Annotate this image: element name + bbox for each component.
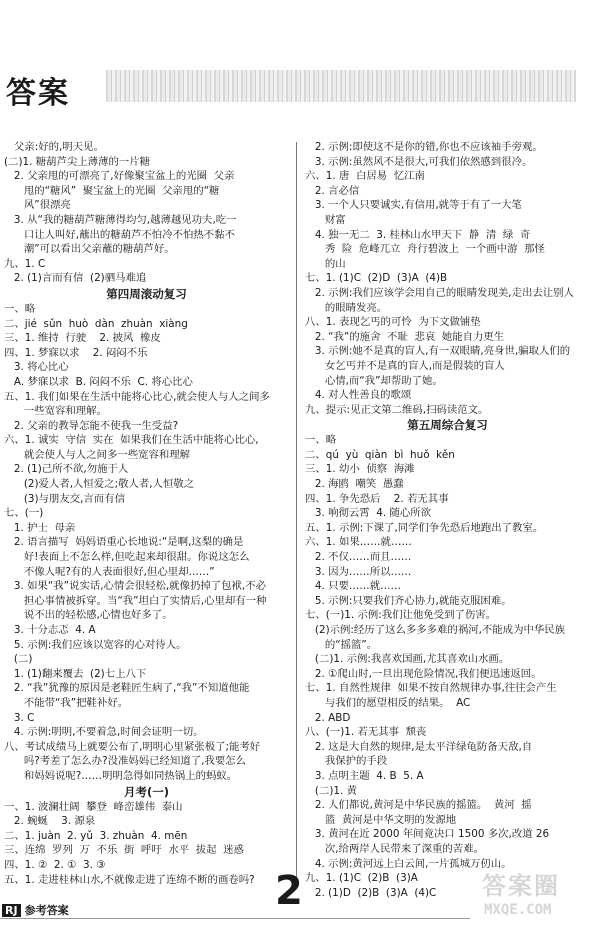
answer-line: 二、qú yù qiàn bì huǒ kěn [305, 448, 455, 461]
answer-line: 二、1. juàn 2. yǔ 3. zhuàn 4. mēn [4, 829, 188, 842]
answer-line: 八、1. 表现乞丐的可怜 为下文做铺垫 [305, 316, 481, 329]
answer-line: 2. ①爬山时,一旦出现危险情况,我们便迅速返回。 [305, 667, 542, 680]
answer-line: 不能带“我”把鞋补好。 [4, 696, 129, 709]
footer-rule [0, 918, 470, 919]
answer-line: 六、1. 如果……就…… [305, 536, 412, 549]
answer-line: 三、连绵 罗列 万 不乐 街 呼吁 水平 拔起 迷惑 [4, 844, 244, 857]
answer-line: 一、略 [4, 302, 36, 315]
answer-line: 2. 父亲甩的可漂亮了,好像聚宝盆上的光圈 父亲 [4, 170, 235, 183]
page-title: 答案 [6, 76, 70, 111]
answer-line: 2. 父亲的教导怎能不使我一生受益? [4, 419, 179, 432]
answer-line: 3. 将心比心 [4, 361, 69, 374]
answer-line: 风”很漂亮 [4, 199, 71, 212]
answer-line: 六、1. 唐 白居易 忆江南 [305, 170, 425, 183]
answer-line: 4. 只要……就…… [305, 580, 401, 593]
answer-line: 3. 一个人只要诚实,有信用,就等于有了一大笔 [305, 199, 522, 212]
answer-line: 好!表面上不怎么样,但吃起来却很甜。你说这怎么 [4, 551, 250, 564]
answer-line: 四、1. ② 2. ① 3. ③ [4, 858, 106, 871]
answer-line: 五、1. 示例:下课了,同学们争先恐后地跑出了教室。 [305, 521, 544, 534]
answer-line: 三、1. 幼小 侦察 海滩 [305, 463, 415, 476]
answer-line: 2. 言必信 [305, 184, 360, 197]
answer-line: 女乞丐并不是真的盲人,而是假装的盲人 [305, 359, 505, 372]
footer-label: 参考答案 [24, 904, 69, 917]
answer-line: 不像人呢?有的人表面很好,但心里却……” [4, 565, 215, 578]
answer-line: 与我们的愿望相反的结果。 AC [305, 696, 471, 709]
answer-line: 5. 示例:只要我们齐心协力,就能克服困难。 [305, 594, 512, 607]
answer-line: 九、1. C [4, 257, 46, 270]
answer-line: 一些宽容和理解。 [4, 405, 107, 418]
watermark-url: MXQE.COM [484, 902, 552, 918]
answer-line: 潮”可以看出父亲蘸的糖葫芦好。 [4, 243, 175, 256]
answer-line: 4. 对人性善良的歌颂 [305, 389, 412, 402]
answer-line: 2. 示例:我们应该学会用自己的眼睛发现美,走出去让别人 [305, 286, 574, 299]
answer-line: 2. 不仅……而且…… [305, 551, 412, 564]
answer-line: 的“摇篮”。 [305, 638, 378, 651]
answer-line: 2. “我”犹豫的原因是老鞋匠生病了,“我”不知道他能 [4, 682, 250, 695]
answer-line: 2. 语言描写 妈妈语重心长地说:“是啊,这梨的确是 [4, 536, 244, 549]
answer-line: 七、(一) [4, 507, 44, 520]
answer-line: 和妈妈说呢?……明明急得如同热锅上的蚂蚁。 [4, 769, 238, 782]
answer-line: 秀 险 危峰兀立 舟行碧波上 一个画中游 那怪 [305, 243, 545, 256]
answer-line: 2. (1)言而有信 (2)驷马难追 [4, 272, 147, 285]
answer-line: 一、1. 波澜壮阔 攀登 峰峦雄伟 泰山 [4, 800, 183, 813]
answer-line: 2. 蜿蜒 3. 源泉 [4, 815, 96, 828]
answer-line: 次,给两岸人民带来了深重的苦难。 [305, 842, 484, 855]
answer-line: 2. “我”的施舍 不耻 悲哀 她能自力更生 [305, 330, 505, 343]
answer-line: 2. 人们都说,黄河是中华民族的摇篮。 黄河 摇 [305, 799, 532, 812]
section-heading: 第四周滚动复习 [106, 286, 187, 301]
header-decorative-band [106, 70, 576, 102]
answer-line: 1. (1)翻来覆去 (2)七上八下 [4, 667, 147, 680]
answer-line: 就会使人与人之间多一些宽容和理解 [4, 448, 191, 461]
answer-line: 九、1. (1)C (2)B (3)A [305, 872, 418, 885]
answer-line: 八、(一)1. 若无其事 颓丧 [305, 726, 427, 739]
right-answer-column [305, 140, 590, 900]
answer-line: (二)1. 黄 [305, 784, 358, 797]
answer-line: 财富 [305, 213, 346, 226]
answer-line: 4. 示例:黄河远上白云间,一片孤城万仞山。 [305, 857, 512, 870]
answer-line: 4. 独一无二 3. 桂林山水甲天下 静 清 绿 奇 [305, 228, 531, 241]
column-divider [296, 142, 297, 884]
answer-line: 九、提示:见正文第二维码,扫码读范文。 [305, 403, 489, 416]
section-heading: 月考(一) [123, 784, 169, 799]
watermark-logo [474, 862, 596, 928]
answer-line: 口让人叫好,蘸出的糖葫芦不怕冷不怕热不黏不 [4, 228, 235, 241]
answer-line: A. 梦寐以求 B. 闷闷不乐 C. 将心比心 [4, 375, 193, 388]
answer-line: 说不出的轻松感,心情也好多了。 [4, 609, 173, 622]
answer-line: 七、(一)1. 示例:我们让他免受到了伤害。 [305, 609, 497, 622]
answer-line: 一、略 [305, 434, 337, 447]
answer-line: 3. 响彻云霄 4. 随心所欲 [305, 507, 432, 520]
answer-line: (二)1. 示例:我喜欢国画,尤其喜欢山水画。 [305, 653, 510, 666]
footer-tag [2, 902, 69, 918]
section-heading: 第五周综合复习 [407, 418, 488, 433]
page-header [0, 62, 600, 112]
answer-line: 二、jié sǔn huò dàn zhuàn xiàng [4, 317, 188, 330]
answer-line: 八、考试成绩马上就要公布了,明明心里紧张极了;能考好 [4, 740, 261, 753]
answer-line: 3. 十分志忑 4. A [4, 624, 96, 636]
answer-line: (二)1. 糖葫芦尖上薄薄的一片糖 [4, 155, 151, 168]
answer-line: 2. 示例:即使这不是你的错,你也不应该袖手旁观。 [305, 141, 543, 153]
answer-line: 5. 示例:我们应该以宽容的心对待人。 [4, 638, 187, 651]
answer-line: 3. 点明主题 4. B 5. A [305, 769, 424, 782]
answer-line: 3. 示例:虽然风不是很大,可我们依然感到很冷。 [305, 155, 533, 168]
answer-line: (3)与朋友交,言而有信 [4, 492, 125, 505]
watermark-text: 答案圈 [482, 872, 560, 900]
answer-line: 我保护的手段 [305, 755, 388, 768]
answer-line: 2. 海鸥 嘲笑 愚蠢 [305, 478, 404, 491]
answer-line: 4. 示例:明明,不要着急,时间会证明一切。 [4, 726, 204, 739]
answer-line: 四、1. 梦寐以求 2. 闷闷不乐 [4, 346, 148, 359]
answer-line: 的山 [305, 257, 346, 270]
answer-line: 2. (1)D (2)B (3)A (4)C [305, 886, 437, 899]
answer-line: 五、1. 走进桂林山水,不就像走进了连绵不断的画卷吗? [4, 873, 255, 886]
answer-line: 2. ABD [305, 711, 351, 724]
answer-line: 四、1. 争先恐后 2. 若无其事 [305, 492, 449, 505]
answer-line: 七、1. 自然性规律 如果不按自然规律办事,往往会产生 [305, 682, 557, 695]
answer-line: 篮 黄河是中华文明的发源地 [305, 813, 457, 826]
answer-line: 3. 黄河在近 2000 年间竟决口 1500 多次,改道 26 [305, 828, 550, 841]
answer-line: 心情,而“我”却帮助了她。 [305, 374, 443, 387]
answer-line: 七、1. (1)C (2)D (3)A (4)B [305, 272, 448, 285]
answer-line: 3. 如果“我”说实话,心情会很轻松,就像扔掉了包袱,不必 [4, 580, 267, 593]
answer-line: 2. (1)己所不欲,勿施于人 [4, 463, 129, 476]
answer-line: (2)爱人者,人恒爱之;敬人者,人恒敬之 [4, 478, 195, 491]
answer-line: 三、1. 维持 行驶 2. 披风 橡皮 [4, 332, 161, 345]
page-number: 2 [275, 868, 303, 914]
answer-line: (2)示例:经历了这么多多多难的祸河,不能成为中华民族 [305, 624, 566, 636]
answer-line: 的眼睛发亮。 [305, 301, 388, 314]
answer-line: 甩的“糖风” 聚宝盆上的光圈 父亲甩的“糖 [4, 184, 220, 197]
answer-line: 六、1. 诚实 守信 实在 如果我们在生活中能将心比心, [4, 434, 259, 447]
answer-line: 3. C [4, 711, 35, 724]
answer-line: 3. 示例:她不是真的盲人,有一双眼睛,亮身世,骗取人们的 [305, 345, 571, 358]
left-answer-column [4, 140, 289, 887]
edition-badge: RJ [2, 904, 21, 917]
answer-line: 吗?考差了怎么办?没准妈妈已经知道了,我要怎么 [4, 755, 246, 768]
answer-line: 五、1. 我们如果在生活中能将心比心,就会使人与人之间多 [4, 390, 270, 403]
answer-line: 3. 从“我的糖葫芦糖薄得均匀,越薄越见功夫,吃一 [4, 213, 237, 226]
answer-line: 1. 护士 母亲 [4, 521, 76, 534]
answer-line: 2. 这是大自然的规律,是太平洋绿龟防备天敌,自 [305, 740, 533, 753]
answer-line: (二) [4, 653, 33, 666]
answer-line: 担心事情被拆穿。当“我”坦白了实情后,心里却有一种 [4, 594, 267, 607]
answer-line: 3. 因为……所以…… [305, 565, 412, 578]
answer-line: 父亲:好的,明天见。 [4, 141, 104, 153]
